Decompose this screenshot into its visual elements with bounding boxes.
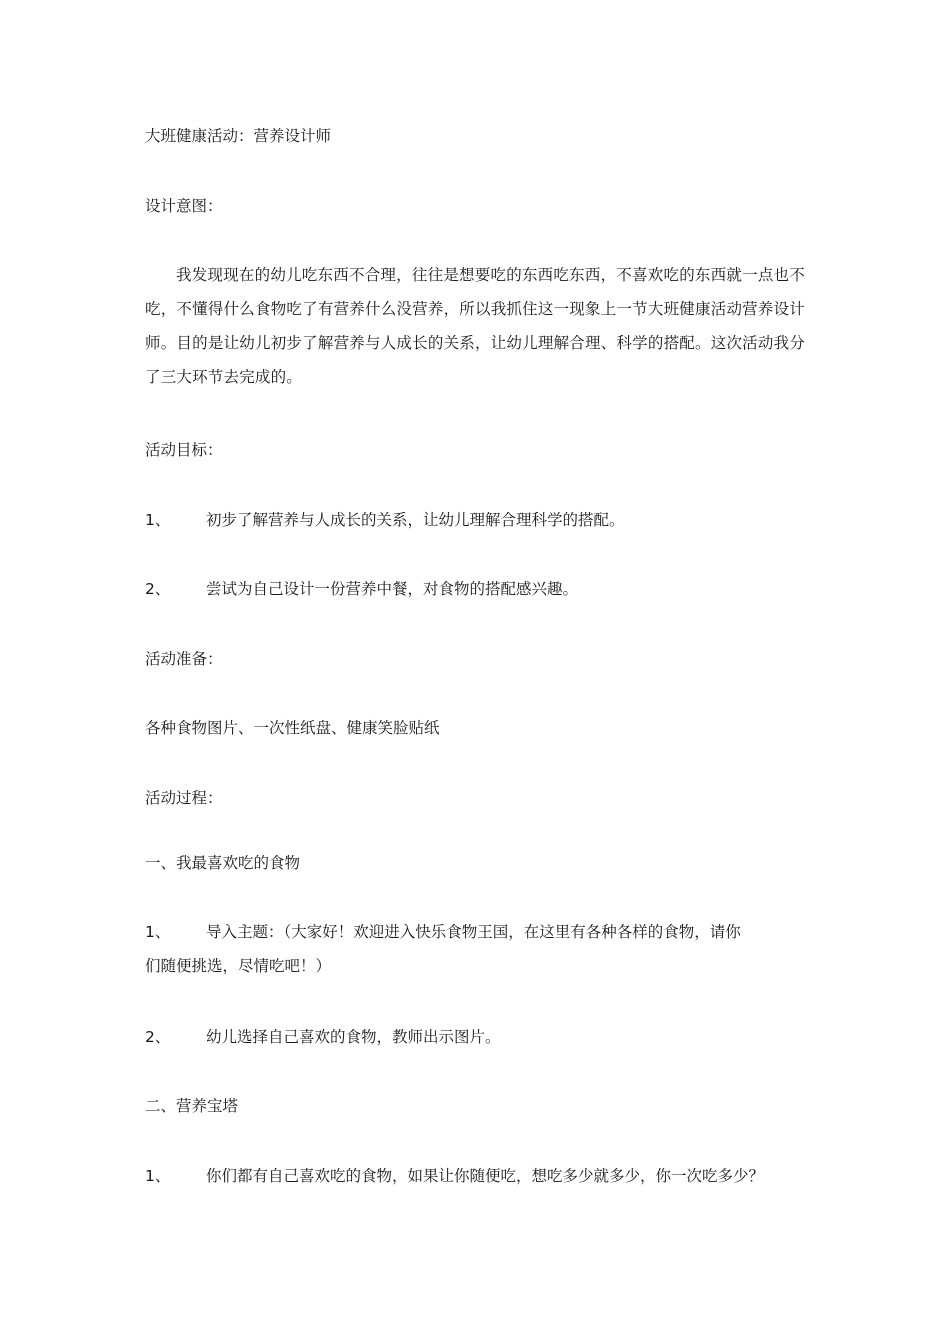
goal-number: 1、 (145, 511, 171, 529)
section1-item-2 (145, 1020, 501, 1054)
prep-text: 各种食物图片、一次性纸盘、健康笑脸贴纸 (145, 719, 440, 737)
item-number: 1、 (145, 1167, 171, 1185)
item-text-line1: 导入主题：（大家好！欢迎进入快乐食物王国，在这里有各种各样的食物，请你 (206, 923, 741, 941)
section2-heading: 二、营养宝塔 (145, 1097, 239, 1115)
document-title: 大班健康活动：营养设计师 (145, 127, 332, 145)
goal-number: 2、 (145, 580, 171, 598)
intent-paragraph: 我发现现在的幼儿吃东西不合理，往往是想要吃的东西吃东西，不喜欢吃的东西就一点也不吃，不懂得什么食物吃了有营养什么没营养，所以我抓住这一现象上一节大班健康活动营养设计师。目的是让幼儿初步了解营养与人成长的关系，让幼儿理解合理、科学的搭配。这次活动我分了三大环节去完成的。 (145, 266, 805, 386)
document-page (145, 0, 805, 1344)
goal-item-2 (145, 572, 578, 606)
section1-item-1 (145, 915, 805, 983)
intent-heading: 设计意图： (145, 197, 223, 215)
goal-text: 尝试为自己设计一份营养中餐，对食物的搭配感兴趣。 (206, 580, 579, 598)
item-text: 幼儿选择自己喜欢的食物，教师出示图片。 (206, 1028, 501, 1046)
goal-item-1 (145, 503, 625, 537)
item-number: 2、 (145, 1028, 171, 1046)
item-text-line2: 们随便挑选，尽情吃吧！） (145, 957, 332, 975)
item-text: 你们都有自己喜欢吃的食物，如果让你随便吃，想吃多少就多少，你一次吃多少？ (206, 1167, 765, 1185)
section1-heading: 一、我最喜欢吃的食物 (145, 854, 301, 872)
prep-heading: 活动准备： (145, 650, 223, 668)
item-number: 1、 (145, 923, 171, 941)
goal-text: 初步了解营养与人成长的关系，让幼儿理解合理科学的搭配。 (206, 511, 625, 529)
section2-item-1 (145, 1159, 764, 1193)
goals-heading: 活动目标： (145, 441, 223, 459)
process-heading: 活动过程： (145, 789, 223, 807)
